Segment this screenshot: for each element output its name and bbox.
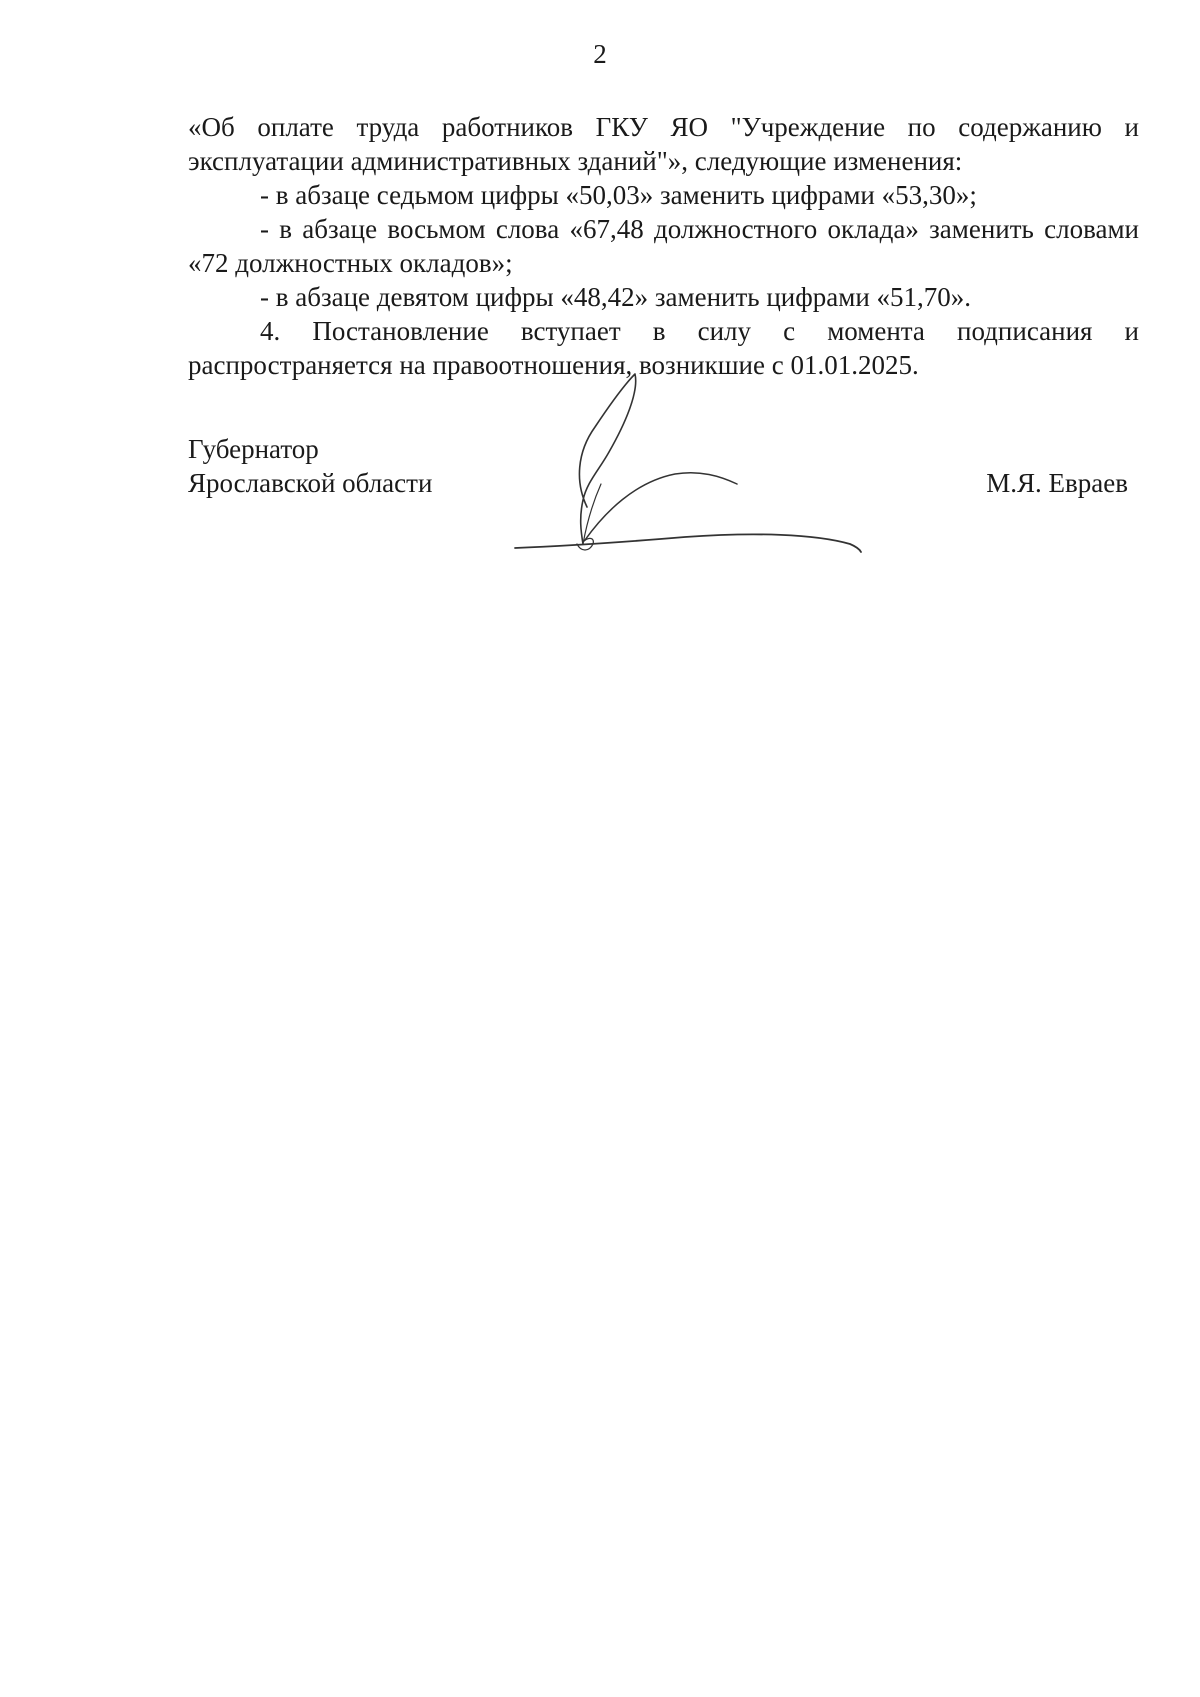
signatory-position-line1: Губернатор bbox=[188, 434, 319, 464]
handwritten-signature-icon bbox=[505, 372, 905, 582]
paragraph-effective-date: 4. Постановление вступает в силу с момента подписания и распространяется на правоотношения, возникшие с 01.01.2025. bbox=[188, 316, 1139, 380]
paragraph-amendment-ninth: - в абзаце девятом цифры «48,42» заменить цифрами «51,70». bbox=[260, 282, 972, 312]
document-body bbox=[188, 110, 1139, 382]
paragraph-resolution-title: «Об оплате труда работников ГКУ ЯО "Учреждение по содержанию и эксплуатации административных зданий"», следующие изменения: bbox=[188, 112, 1139, 176]
paragraph-amendment-eighth: - в абзаце восьмом слова «67,48 должностного оклада» заменить словами «72 должностных окладов»; bbox=[188, 214, 1139, 278]
signatory-position bbox=[188, 432, 432, 500]
signatory-name: М.Я. Евраев bbox=[986, 468, 1128, 498]
signatory-position-line2: Ярославской области bbox=[188, 468, 433, 498]
paragraph-amendment-seventh: - в абзаце седьмом цифры «50,03» заменить цифрами «53,30»; bbox=[260, 180, 977, 210]
page-number: 2 bbox=[593, 39, 607, 69]
